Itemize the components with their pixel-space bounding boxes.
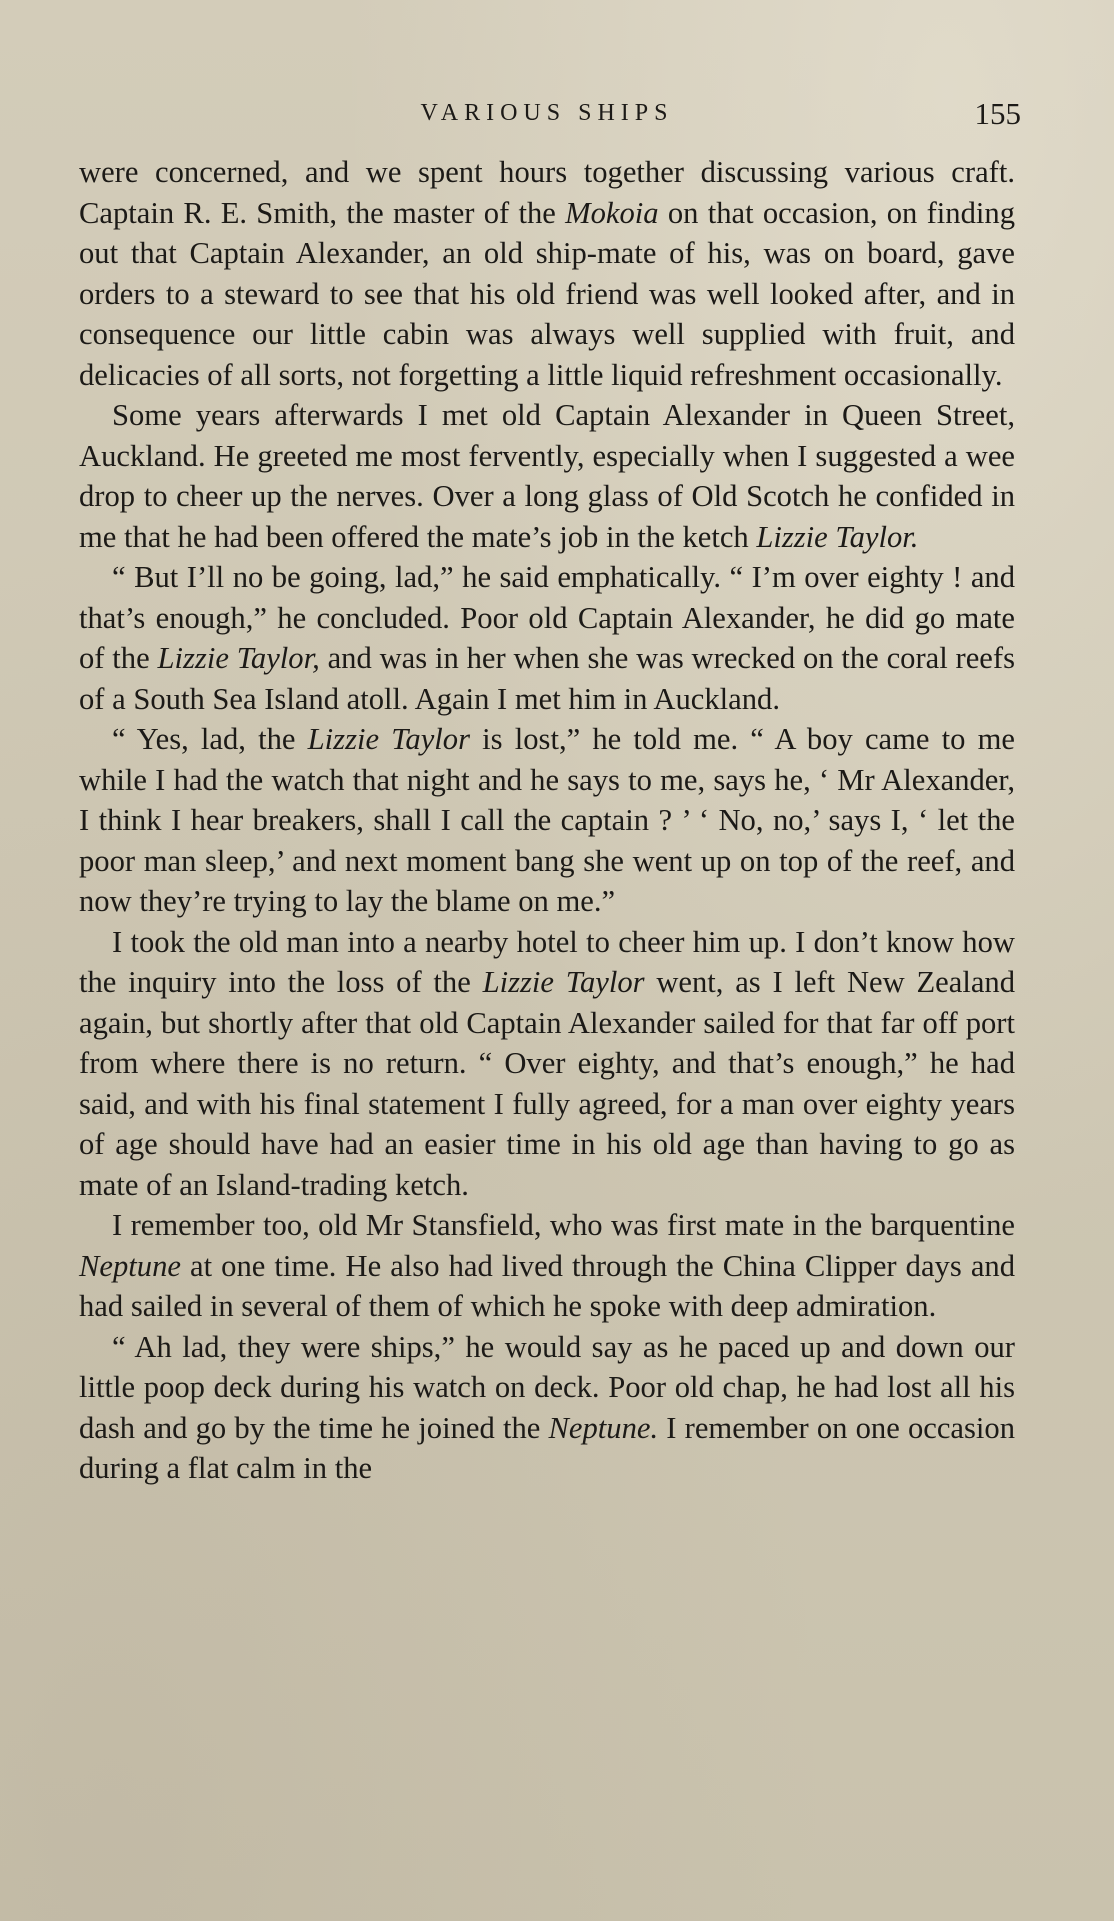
text-run: Some years afterwards I met old Captain Alexander in Queen Street, Auckland. He greeted me most fervently, especially when I suggested a wee drop to cheer up the nerves. Over a long glass of Old Scotch he confided in me that he had been offered the mate’s job in the ketch (79, 398, 1015, 554)
paragraph (79, 922, 1015, 1206)
text-run: “ But I’ll no be going, lad,” he said emphatically. “ I’m over eighty ! and that’s enough,” he concluded. Poor old Captain Alexander, he did go mate of the (79, 560, 1015, 675)
paragraph (79, 395, 1015, 557)
ship-name: Neptune. (548, 1410, 659, 1445)
text-run: on that occasion, on finding out that Captain Alexander, an old ship-mate of his, was on board, gave orders to a steward to see that his old friend was well looked after, and in consequence our little cabin was always well supplied with fruit, and delicacies of all sorts, not forgetting a little liquid refreshment occasionally. (79, 195, 1015, 392)
running-head (79, 92, 1021, 142)
ship-name: Lizzie Taylor, (157, 641, 320, 675)
ship-name: Lizzie Taylor. (756, 519, 919, 554)
paragraph (79, 719, 1015, 922)
paragraph (79, 1205, 1015, 1327)
text-run: and was in her when she was wrecked on the coral reefs of a South Sea Island atoll. Again I met him in Auckland. (79, 641, 1015, 716)
book-page (79, 92, 1021, 1489)
text-run: I remember too, old Mr Stansfield, who was first mate in the barquentine (112, 1208, 1015, 1242)
text-run: I remember on one occasion during a flat calm in the (79, 1410, 1016, 1485)
text-run: at one time. He also had lived through the China Clipper days and had sailed in several of them of which he spoke with deep admiration. (79, 1248, 1015, 1323)
body-text (79, 152, 1015, 1489)
ship-name: Mokoia (565, 195, 659, 230)
paragraph (79, 557, 1015, 719)
paragraph (79, 1327, 1015, 1489)
text-run: were concerned, and we spent hours together discussing various craft. Captain R. E. Smith, the master of the (79, 155, 1015, 230)
ship-name: Lizzie Taylor (482, 965, 645, 999)
text-run: “ Yes, lad, the (112, 722, 308, 756)
ship-name: Neptune (79, 1248, 181, 1283)
page-number: 155 (974, 96, 1021, 131)
text-run: “ Ah lad, they were ships,” he would say as he paced up and down our little poop deck during his watch on deck. Poor old chap, he had lost all his dash and go by the time he joined the (79, 1329, 1015, 1445)
ship-name: Lizzie Taylor (307, 722, 471, 756)
running-title: VARIOUS SHIPS (420, 100, 674, 126)
paragraph (79, 152, 1015, 395)
text-run: is lost,” he told me. “ A boy came to me while I had the watch that night and he says to me, says he, ‘ Mr Alexander, I think I hear breakers, shall I call the captain ? ’ ‘ No, no,’ says I, ‘ let the poor man sleep,’ and next moment bang she went up on top of the reef, and now they’re trying to lay the blame on me.” (79, 722, 1015, 918)
text-run: I took the old man into a nearby hotel to cheer him up. I don’t know how the inquiry into the loss of the (79, 924, 1015, 999)
text-run: went, as I left New Zealand again, but shortly after that old Captain Alexander sailed for that far off port from where there is no return. “ Over eighty, and that’s enough,” he had said, and with his final statement I fully agreed, for a man over eighty years of age should have had an easier time in his old age than having to go as mate of an Island-trading ketch. (79, 965, 1016, 1202)
